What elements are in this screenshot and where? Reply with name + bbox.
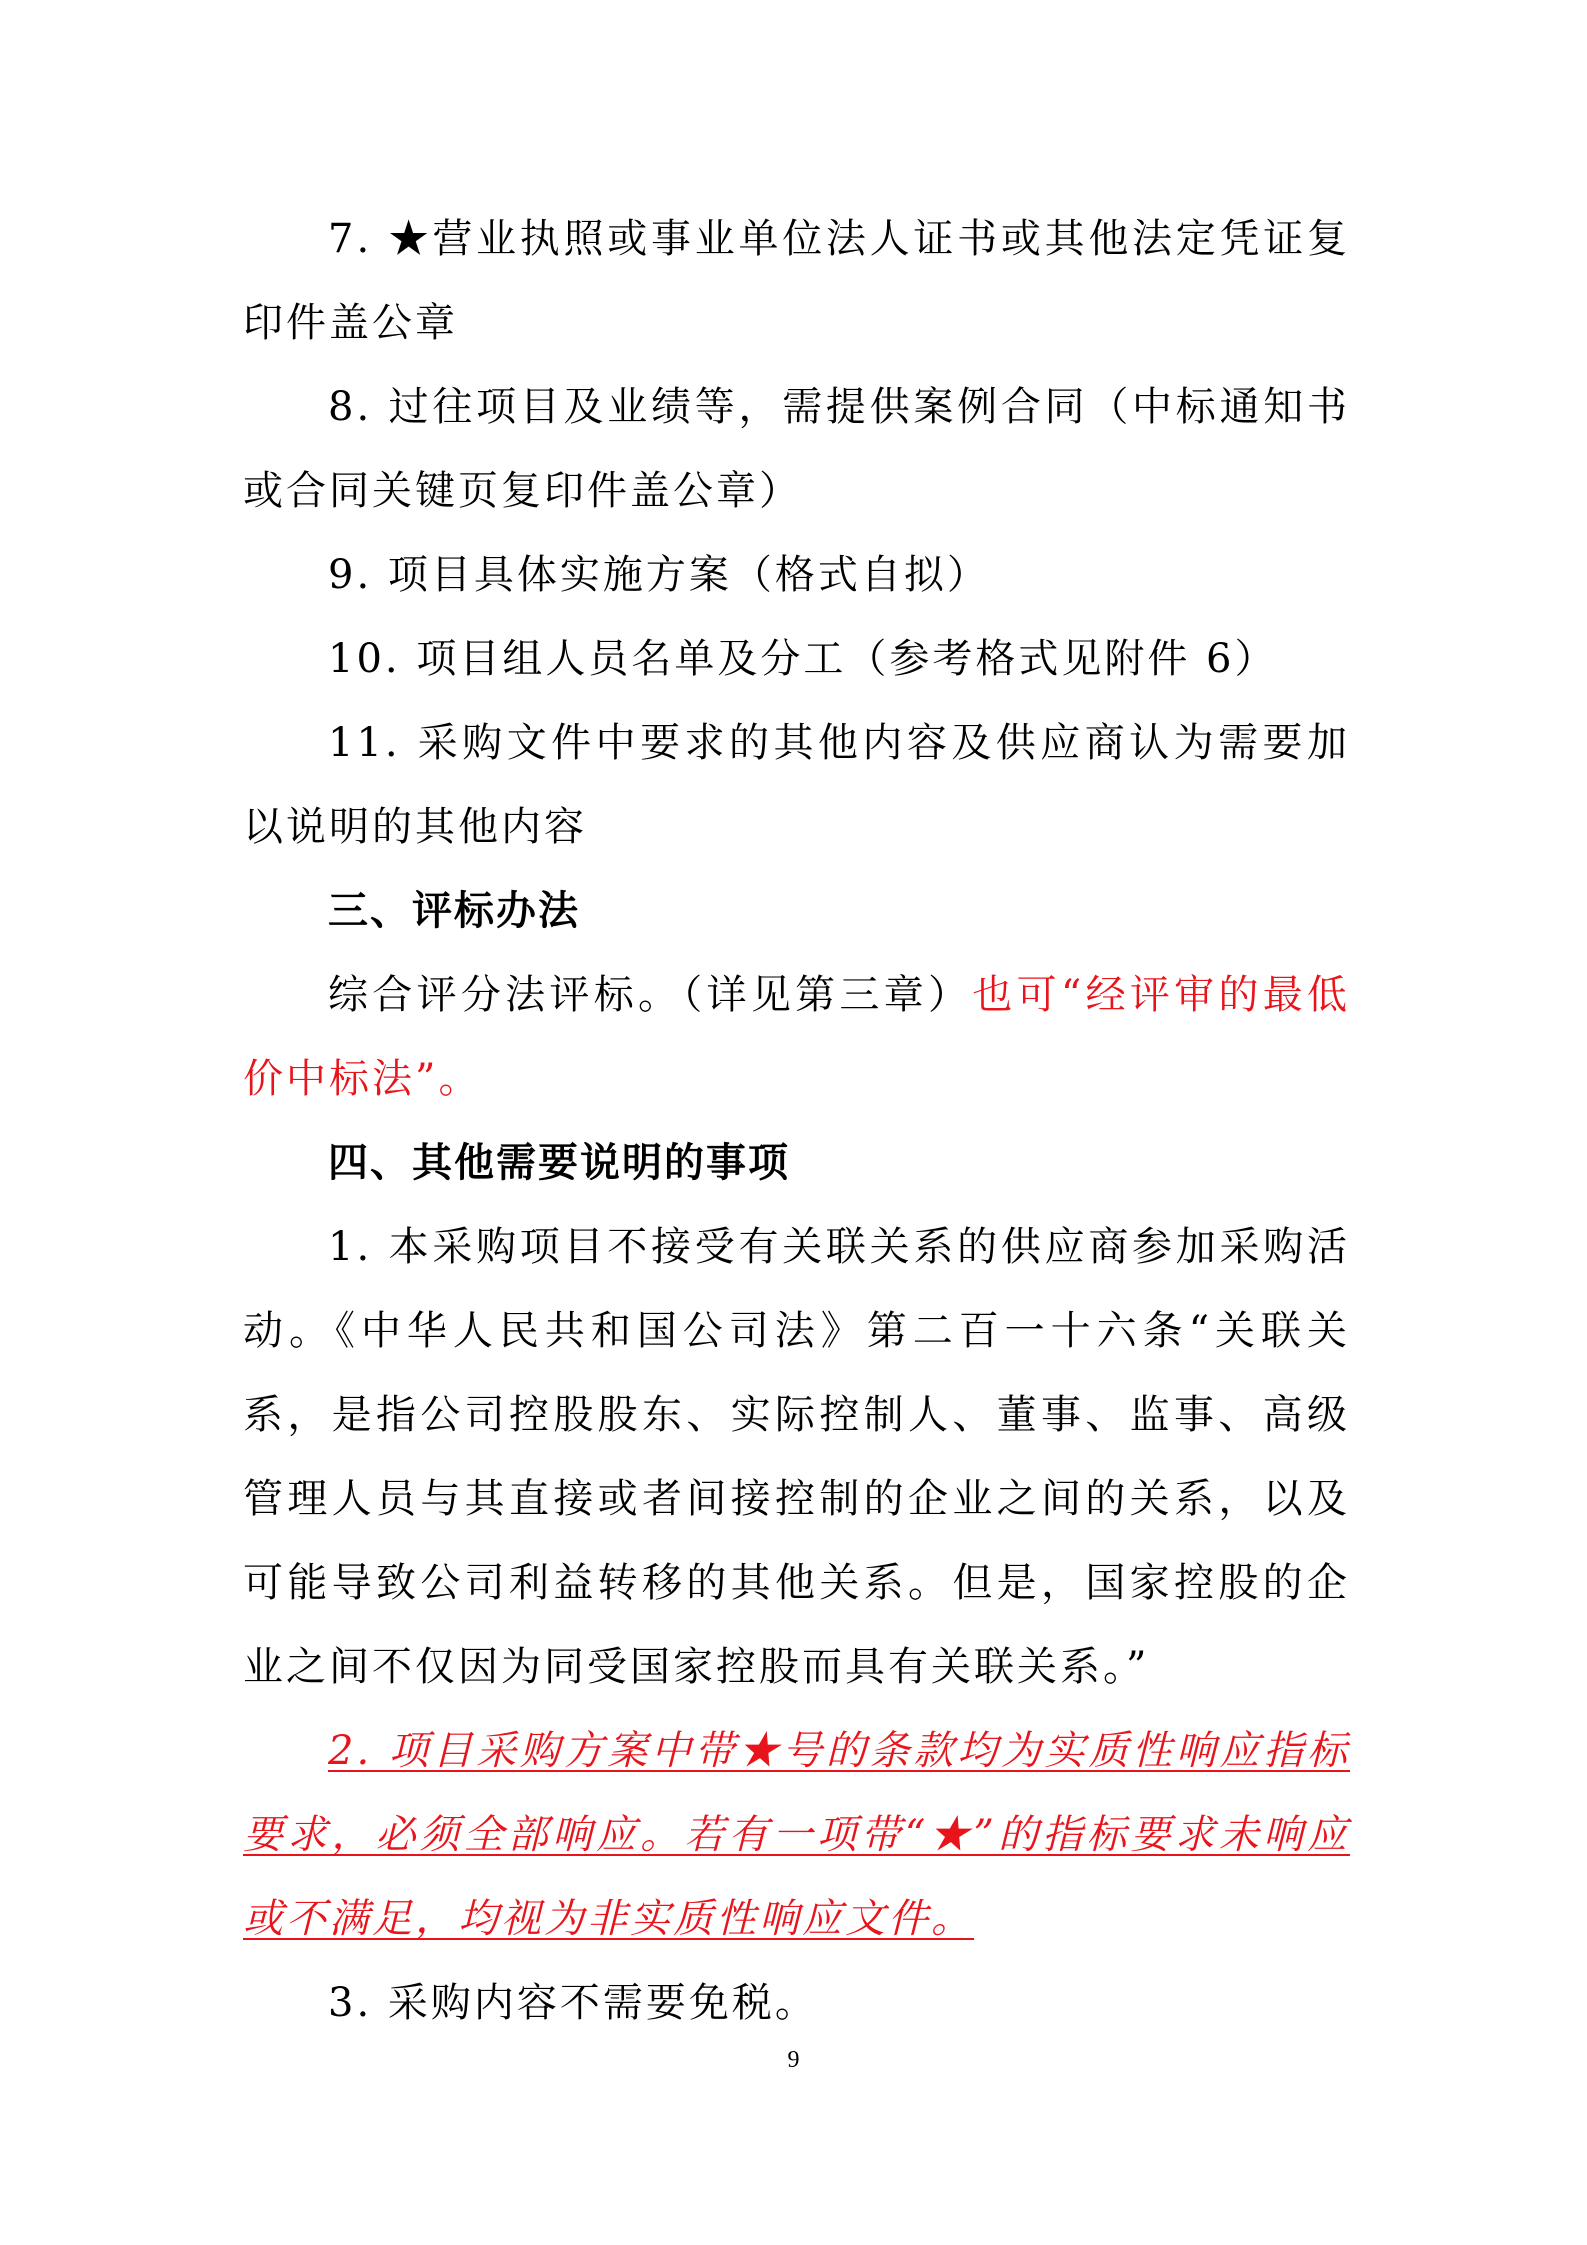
paragraph-item-11: 11. 采购文件中要求的其他内容及供应商认为需要加以说明的其他内容	[243, 720, 1350, 850]
evaluation-method-paragraph	[243, 953, 1350, 1121]
paragraph-item-7: 7. ★营业执照或事业单位法人证书或其他法定凭证复印件盖公章	[243, 216, 1350, 346]
other-matters-item-1: 1. 本采购项目不接受有关联关系的供应商参加采购活动。《中华人民共和国公司法》第二百一十六条“关联关系，是指公司控股股东、实际控制人、董事、监事、高级管理人员与其直接或者间接控制的企业之间的关系，以及可能导致公司利益转移的其他关系。但是，国家控股的企业之间不仅因为同受国家控股而具有关联关系。”	[243, 1224, 1350, 1690]
section-heading-other-matters: 四、其他需要说明的事项	[328, 1140, 790, 1186]
other-matters-item-2	[243, 1709, 1350, 1961]
paragraph-item-10: 10. 项目组人员名单及分工（参考格式见附件 6）	[328, 636, 1278, 682]
page-number: 9	[787, 2047, 800, 2073]
page-content	[243, 197, 1350, 2045]
evaluation-method-red-note: 也可“经评审的最低价中标法”。	[243, 972, 1351, 1102]
evaluation-method-text: 综合评分法评标。（详见第三章）	[328, 972, 973, 1018]
paragraph-item-9: 9. 项目具体实施方案（格式自拟）	[328, 552, 990, 598]
other-matters-item-3: 3. 采购内容不需要免税。	[328, 1980, 818, 2026]
paragraph-item-8: 8. 过往项目及业绩等，需提供案例合同（中标通知书或合同关键页复印件盖公章）	[243, 384, 1350, 514]
other-matters-item-2-red-text: 2. 项目采购方案中带★号的条款均为实质性响应指标要求，必须全部响应。若有一项带“★”的指标要求未响应或不满足，均视为非实质性响应文件。	[243, 1728, 1350, 1942]
section-heading-evaluation-method: 三、评标办法	[328, 888, 580, 934]
